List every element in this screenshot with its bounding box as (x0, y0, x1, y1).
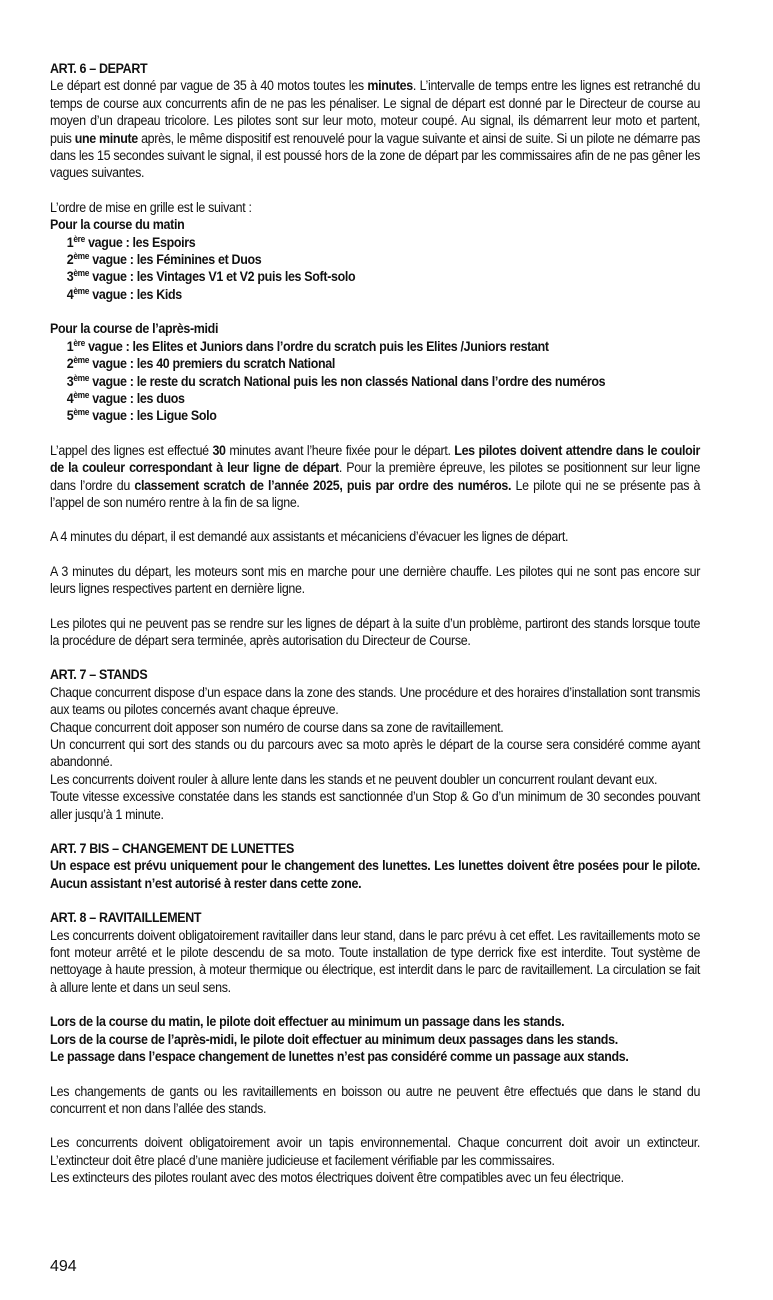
afternoon-wave (50, 373, 700, 390)
art6-start-paragraph (50, 77, 700, 181)
text-run: après, le même dispositif est renouvelé pour la vague suivante et ainsi de suite. Si un pilote ne démarre pas dans les 15 secondes suivant le signal, il est poussé hors de la zone de départ par les commissaires afin de ne pas gêner les vagues suivantes. (50, 130, 701, 181)
text-run-bold: une minute (74, 130, 138, 146)
wave-number: 1 (66, 234, 74, 250)
wave-ordinal: ème (73, 389, 90, 400)
wave-text: vague : les Vintages V1 et V2 puis les Soft-solo (89, 269, 356, 285)
wave-number: 2 (66, 252, 74, 268)
wave-text: vague : les duos (89, 390, 185, 406)
art7-line: Chaque concurrent doit apposer son numéro de course dans sa zone de ravitaillement. (50, 719, 504, 735)
text-run: L’appel des lignes est effectué (50, 442, 213, 458)
art8-extinguisher-paragraph: Les extincteurs des pilotes roulant avec des motos électriques doivent être compatibles avec un feu électrique. (50, 1170, 624, 1186)
wave-number: 4 (66, 286, 74, 302)
wave-ordinal: ème (73, 268, 90, 279)
morning-race-title: Pour la course du matin (50, 217, 185, 233)
page-content (50, 60, 700, 1187)
wave-text: vague : les 40 premiers du scratch National (89, 356, 336, 372)
art7bis-title: ART. 7 BIS – CHANGEMENT DE LUNETTES (50, 841, 294, 857)
wave-text: vague : les Kids (89, 286, 182, 302)
afternoon-wave (50, 338, 700, 355)
wave-ordinal: ère (73, 337, 85, 348)
art7-line: Les concurrents doivent rouler à allure lente dans les stands et ne peuvent doubler un concurrent roulant devant eux. (50, 771, 658, 787)
text-run: Le départ est donné par vague de 35 à 40 motos toutes les (50, 78, 368, 94)
text-run-bold: 30 (212, 442, 226, 458)
art7bis-text: Un espace est prévu uniquement pour le changement des lunettes. Les lunettes doivent être posées pour le pilote. Aucun assistant n’est autorisé à rester dans cette zone. (50, 858, 701, 891)
wave-text: vague : le reste du scratch National puis les non classés National dans l’ordre des numéros (89, 373, 606, 389)
wave-ordinal: ème (73, 285, 90, 296)
page-number: 494 (50, 1258, 77, 1275)
wave-text: vague : les Elites et Juniors dans l’ordre du scratch puis les Elites /Juniors restant (84, 338, 549, 354)
text-run-bold: classement scratch de l’année 2025, puis par ordre des numéros. (134, 477, 512, 493)
art8-environment-paragraph: Les concurrents doivent obligatoirement avoir un tapis environnemental. Chaque concurrent doit avoir un extincteur. L’extincteur doit être placé d’une manière judicieuse et facilement vérifiable par les commissaires. (50, 1135, 701, 1168)
wave-number: 4 (66, 390, 74, 406)
afternoon-wave (50, 390, 700, 407)
morning-wave (50, 234, 700, 251)
line-call-paragraph (50, 442, 700, 512)
art7-line: Chaque concurrent dispose d’un espace dans la zone des stands. Une procédure et des horaires d’installation sont transmis aux teams ou pilotes concernés avant chaque épreuve. (50, 684, 701, 718)
afternoon-wave (50, 407, 700, 424)
morning-waves-list (50, 234, 700, 304)
text-run-bold: Les pilotes doivent attendre dans le couloir de la couleur correspondant à leur ligne de départ (50, 442, 701, 476)
four-minutes-paragraph: A 4 minutes du départ, il est demandé aux assistants et mécaniciens d’évacuer les lignes de départ. (50, 529, 569, 545)
stands-start-paragraph: Les pilotes qui ne peuvent pas se rendre sur les lignes de départ à la suite d’un problème, partiront des stands lorsque toute la procédure de départ sera terminée, après autorisation du Directeur de Course. (50, 615, 701, 648)
art8-gloves-paragraph: Les changements de gants ou les ravitaillements en boisson ou autre ne peuvent être effectués que dans le stand du concurrent et non dans l’allée des stands. (50, 1083, 701, 1116)
text-run-bold: minutes (367, 78, 413, 94)
three-minutes-paragraph: A 3 minutes du départ, les moteurs sont mis en marche pour une dernière chauffe. Les pilotes qui ne sont pas encore sur leurs lignes respectives partent en dernière ligne. (50, 563, 701, 597)
wave-ordinal: ème (73, 251, 90, 262)
wave-ordinal: ème (73, 372, 90, 383)
art7-line: Un concurrent qui sort des stands ou du parcours avec sa moto après le départ de la course sera considéré comme ayant abandonné. (50, 737, 701, 770)
text-run: . Pour la première épreuve, les pilotes se positionnent sur leur ligne dans l’ordre du (50, 460, 701, 493)
art8-refuel-paragraph: Les concurrents doivent obligatoirement ravitailler dans leur stand, dans le parc prévu à cet effet. Les ravitaillements moto se font moteur arrêté et le pilote descendu de sa moto. Toute installation de type derrick fixe est interdite. Tout système de nettoyage à haute pression, à moteur thermique ou électrique, est interdit dans le parc de ravitaillement. La circulation se fait à allure lente et dans un seul sens. (50, 927, 701, 995)
wave-number: 1 (66, 338, 74, 354)
wave-number: 3 (66, 269, 74, 285)
text-run: . L’intervalle de temps entre les lignes est retranché du temps de course aux concurrents afin de ne pas les pénaliser. Le signal de départ est donné par le Directeur de course au moyen d’un drapeau tricolore. Les pilotes sont sur leur moto, moteur coupé. Au signal, ils démarrent leur moto et partent, puis (50, 78, 701, 146)
morning-wave (50, 251, 700, 268)
text-run: Le pilote qui ne se présente pas à l’appel de son numéro rentre à la fin de sa ligne. (50, 477, 701, 510)
wave-number: 2 (66, 356, 74, 372)
wave-ordinal: ère (73, 233, 85, 244)
art7-line: Toute vitesse excessive constatée dans les stands est sanctionnée d’un Stop & Go d’un minimum de 30 secondes pouvant aller jusqu’à 1 minute. (50, 789, 701, 822)
art7-title: ART. 7 – STANDS (50, 667, 148, 683)
art6-title: ART. 6 – DEPART (50, 61, 148, 76)
wave-number: 3 (66, 373, 74, 389)
morning-wave (50, 268, 700, 285)
afternoon-waves-list (50, 338, 700, 425)
wave-ordinal: ème (73, 407, 90, 418)
wave-ordinal: ème (73, 355, 90, 366)
afternoon-wave (50, 355, 700, 372)
art8-afternoon-rule: Lors de la course de l’après-midi, le pilote doit effectuer au minimum deux passages dans les stands. (50, 1031, 618, 1047)
wave-number: 5 (66, 408, 74, 424)
art8-title: ART. 8 – RAVITAILLEMENT (50, 910, 202, 926)
afternoon-race-title: Pour la course de l’après-midi (50, 321, 219, 337)
text-run: minutes avant l’heure fixée pour le départ. (225, 442, 455, 458)
wave-text: vague : les Féminines et Duos (89, 252, 262, 268)
morning-wave (50, 286, 700, 303)
art8-goggles-rule: Le passage dans l’espace changement de lunettes n’est pas considéré comme un passage aux stands. (50, 1049, 629, 1065)
art8-morning-rule: Lors de la course du matin, le pilote doit effectuer au minimum un passage dans les stands. (50, 1014, 565, 1030)
wave-text: vague : les Espoirs (84, 234, 196, 250)
wave-text: vague : les Ligue Solo (89, 408, 217, 424)
grid-intro: L’ordre de mise en grille est le suivant : (50, 199, 252, 215)
